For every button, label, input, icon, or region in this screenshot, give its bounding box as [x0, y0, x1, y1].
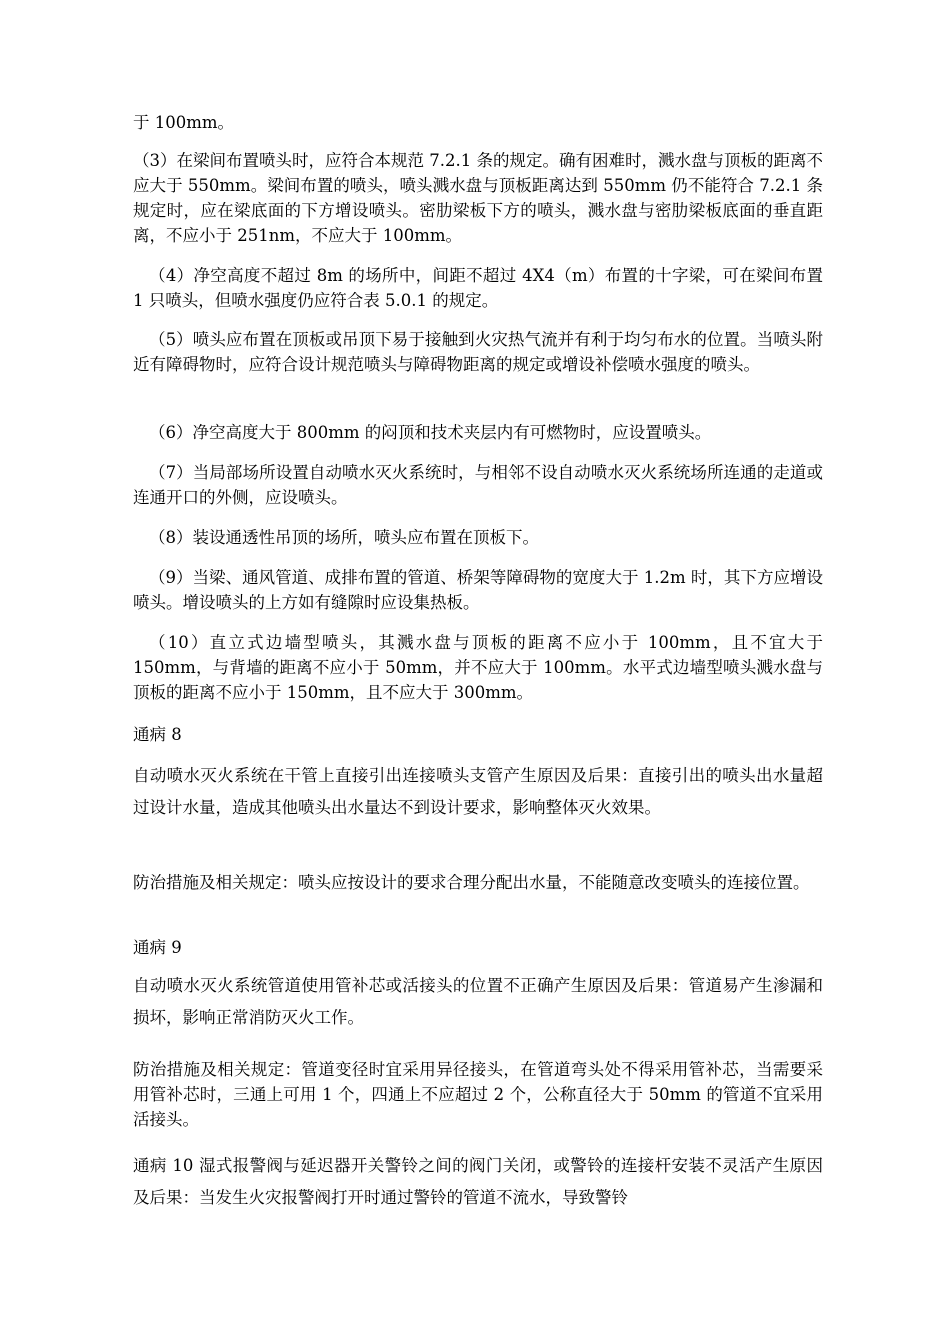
paragraph-item-10: （10）直立式边墙型喷头，其溅水盘与顶板的距离不应小于 100mm，且不宜大于 150mm，与背墙的距离不应小于 50mm，并不应大于 100mm。水平式边墙型喷头溅水盘与顶板的距离不应小于 150mm，且不应大于 300mm。 [133, 633, 823, 702]
paragraph-defect-9-cause: 自动喷水灭火系统管道使用管补芯或活接头的位置不正确产生原因及后果：管道易产生渗漏和损坏，影响正常消防灭火工作。 [133, 976, 823, 1027]
heading-defect-9: 通病 9 [133, 938, 182, 957]
paragraph-defect-10: 通病 10 湿式报警阀与延迟器开关警铃之间的阀门关闭，或警铃的连接杆安装不灵活产生原因及后果：当发生火灾报警阀打开时通过警铃的管道不流水，导致警铃 [133, 1156, 823, 1207]
paragraph-item-9: （9）当梁、通风管道、成排布置的管道、桥架等障碍物的宽度大于 1.2m 时，其下方应增设喷头。增设喷头的上方如有缝隙时应设集热板。 [133, 568, 823, 612]
paragraph-defect-8-cause: 自动喷水灭火系统在干管上直接引出连接喷头支管产生原因及后果：直接引出的喷头出水量超过设计水量，造成其他喷头出水量达不到设计要求，影响整体灭火效果。 [133, 766, 823, 817]
paragraph-item-6: （6）净空高度大于 800mm 的闷顶和技术夹层内有可燃物时，应设置喷头。 [149, 423, 712, 442]
paragraph-continuation: 于 100mm。 [133, 113, 235, 132]
paragraph-item-5: （5）喷头应布置在顶板或吊顶下易于接触到火灾热气流并有利于均匀布水的位置。当喷头附近有障碍物时，应符合设计规范喷头与障碍物距离的规定或增设补偿喷水强度的喷头。 [133, 330, 823, 374]
paragraph-item-8: （8）装设通透性吊顶的场所，喷头应布置在顶板下。 [149, 528, 539, 547]
paragraph-defect-8-measures: 防治措施及相关规定：喷头应按设计的要求合理分配出水量，不能随意改变喷头的连接位置。 [133, 873, 810, 892]
paragraph-item-7: （7）当局部场所设置自动喷水灭火系统时，与相邻不设自动喷水灭火系统场所连通的走道或连通开口的外侧，应设喷头。 [133, 463, 823, 507]
paragraph-defect-9-measures: 防治措施及相关规定：管道变径时宜采用异径接头，在管道弯头处不得采用管补芯，当需要采用管补芯时，三通上可用 1 个，四通上不应超过 2 个，公称直径大于 50mm 的管道不宜采用活接头。 [133, 1060, 823, 1129]
heading-defect-8: 通病 8 [133, 725, 182, 744]
paragraph-item-4: （4）净空高度不超过 8m 的场所中，间距不超过 4X4（m）布置的十字梁，可在梁间布置 1 只喷头，但喷水强度仍应符合表 5.0.1 的规定。 [133, 266, 823, 310]
paragraph-item-3: （3）在梁间布置喷头时，应符合本规范 7.2.1 条的规定。确有困难时，溅水盘与顶板的距离不应大于 550mm。梁间布置的喷头，喷头溅水盘与顶板距离达到 550mm 仍不能符合 7.2.1 条规定时，应在梁底面的下方增设喷头。密肋梁板下方的喷头，溅水盘与密肋梁板底面的垂直距离，不应小于 251nm，不应大于 100mm。 [133, 151, 823, 245]
